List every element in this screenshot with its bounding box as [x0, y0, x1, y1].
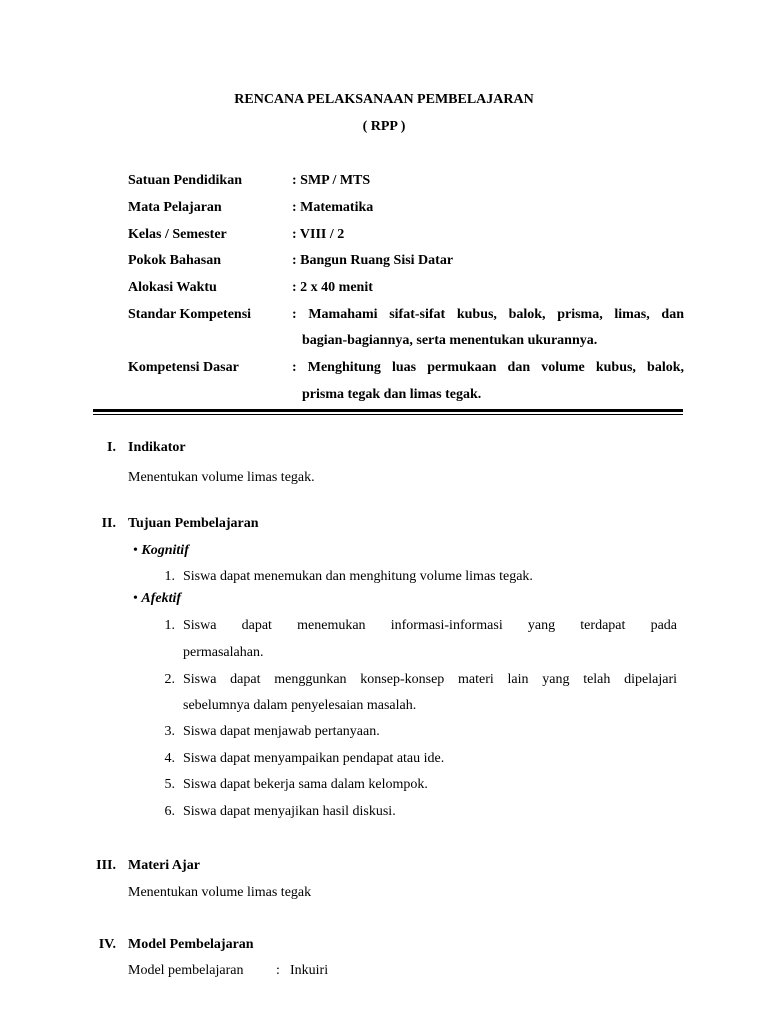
afektif-item-2-line2: sebelumnya dalam penyelesaian masalah.	[183, 698, 417, 713]
model-colon: :	[276, 963, 280, 978]
document-title: RENCANA PELAKSANAAN PEMBELAJARAN	[234, 92, 534, 107]
sk-value-line2: bagian-bagiannya, serta menentukan ukurannya.	[302, 333, 598, 348]
pokok-label: Pokok Bahasan	[128, 253, 221, 268]
kd-label: Kompetensi Dasar	[128, 360, 239, 375]
section-4-number: IV.	[98, 937, 116, 952]
alokasi-value: : 2 x 40 menit	[292, 280, 373, 295]
bullet-icon: •	[133, 543, 138, 558]
section-1-title: Indikator	[128, 440, 186, 455]
afektif-item-4-number: 4.	[164, 751, 175, 766]
afektif-item-2-number: 2.	[164, 672, 175, 687]
section-1-text: Menentukan volume limas tegak.	[128, 470, 315, 485]
mapel-value: : Matematika	[292, 200, 374, 215]
model-label: Model pembelajaran	[128, 963, 244, 978]
afektif-item-1-line1: Siswa dapat menemukan informasi-informasi yang terdapat pada	[183, 618, 677, 633]
kognitif-label: Kognitif	[141, 543, 189, 558]
section-3-title: Materi Ajar	[128, 858, 200, 873]
kelas-label: Kelas / Semester	[128, 227, 227, 242]
section-1-number: I.	[107, 440, 116, 455]
afektif-label: Afektif	[141, 591, 182, 606]
afektif-bullet	[133, 591, 181, 607]
mapel-label: Mata Pelajaran	[128, 200, 222, 215]
bullet-icon: •	[133, 591, 138, 606]
document-subtitle: ( RPP )	[362, 119, 406, 134]
kognitif-item-1-number: 1.	[164, 569, 175, 584]
section-3-text: Menentukan volume limas tegak	[128, 885, 312, 900]
afektif-item-4: Siswa dapat menyampaikan pendapat atau ide.	[183, 751, 445, 766]
section-2-title: Tujuan Pembelajaran	[128, 516, 259, 531]
afektif-item-5-number: 5.	[164, 777, 175, 792]
divider-thick	[93, 409, 683, 412]
afektif-item-6-number: 6.	[164, 804, 175, 819]
afektif-item-1-number: 1.	[164, 618, 175, 633]
kelas-value: : VIII / 2	[292, 227, 345, 242]
afektif-item-3: Siswa dapat menjawab pertanyaan.	[183, 724, 380, 739]
section-2-number: II.	[101, 516, 116, 531]
afektif-item-3-number: 3.	[164, 724, 175, 739]
section-4-title: Model Pembelajaran	[128, 937, 254, 952]
sk-value-line1: : Mamahami sifat-sifat kubus, balok, prisma, limas, dan	[292, 307, 684, 322]
kd-value-line1: : Menghitung luas permukaan dan volume kubus, balok,	[292, 360, 684, 375]
pokok-value: : Bangun Ruang Sisi Datar	[292, 253, 454, 268]
alokasi-label: Alokasi Waktu	[128, 280, 217, 295]
satuan-label: Satuan Pendidikan	[128, 173, 242, 188]
afektif-item-6: Siswa dapat menyajikan hasil diskusi.	[183, 804, 396, 819]
sk-label: Standar Kompetensi	[128, 307, 252, 322]
divider-thin	[93, 414, 683, 415]
afektif-item-5: Siswa dapat bekerja sama dalam kelompok.	[183, 777, 428, 792]
model-value: Inkuiri	[290, 963, 329, 978]
kognitif-item-1: Siswa dapat menemukan dan menghitung volume limas tegak.	[183, 569, 533, 584]
kd-value-line2: prisma tegak dan limas tegak.	[302, 387, 482, 402]
afektif-item-1-line2: permasalahan.	[183, 645, 264, 660]
afektif-item-2-line1: Siswa dapat menggunkan konsep-konsep materi lain yang telah dipelajari	[183, 672, 677, 687]
kognitif-bullet	[133, 543, 189, 559]
section-3-number: III.	[96, 858, 116, 873]
satuan-value: : SMP / MTS	[292, 173, 371, 188]
